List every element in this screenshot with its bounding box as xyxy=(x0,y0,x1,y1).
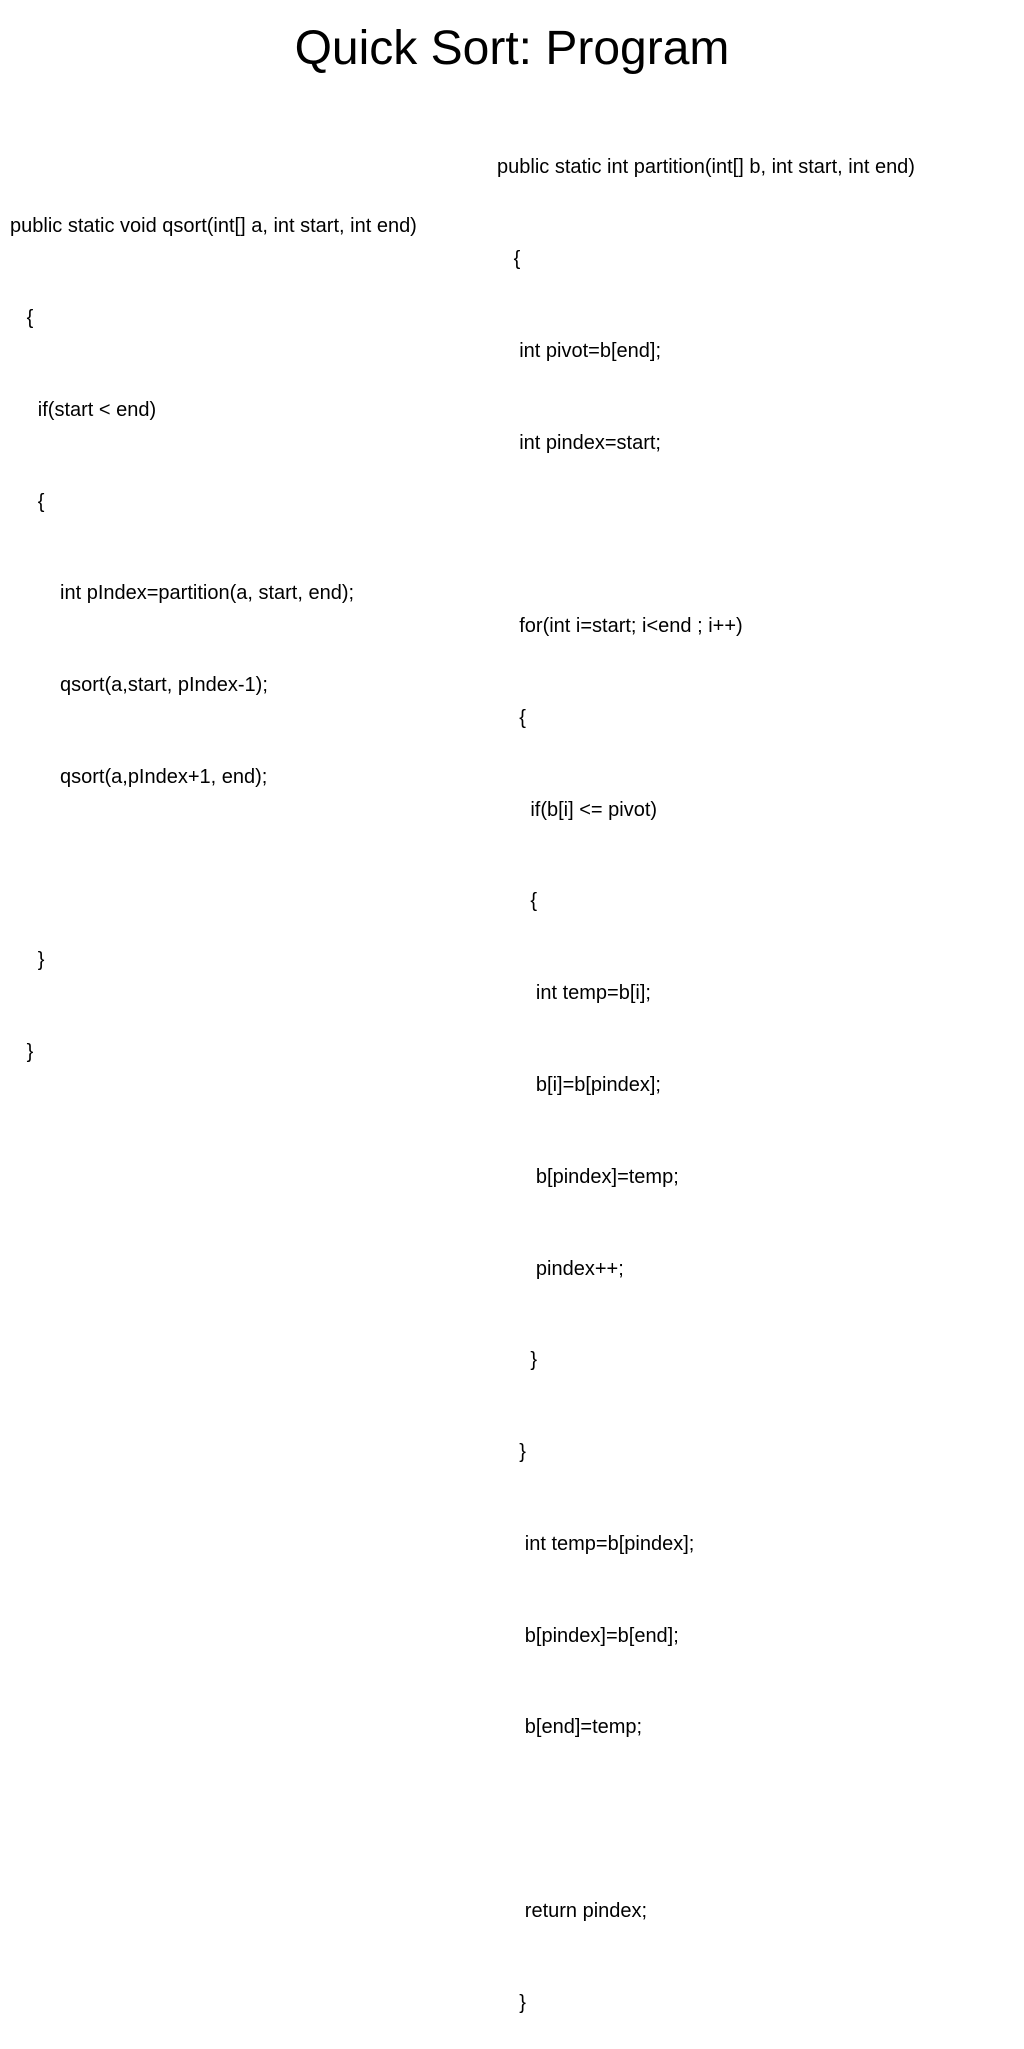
code-line: } xyxy=(497,1991,526,2014)
code-line: { xyxy=(10,490,45,513)
code-line: } xyxy=(10,1041,34,1064)
code-line: qsort(a,pIndex+1, end); xyxy=(10,765,268,788)
slide-title: Quick Sort: Program xyxy=(294,22,730,75)
partition-code-block xyxy=(497,91,915,2049)
code-line xyxy=(497,519,915,550)
code-line: if(b[i] <= pivot) xyxy=(497,798,658,821)
code-line: { xyxy=(497,247,521,270)
code-line: { xyxy=(10,306,34,329)
code-line: int pindex=start; xyxy=(497,431,661,454)
code-line: for(int i=start; i<end ; i++) xyxy=(497,615,743,638)
code-line: if(start < end) xyxy=(10,398,157,421)
code-line: int temp=b[pindex]; xyxy=(497,1532,695,1555)
qsort-code-block xyxy=(10,150,417,1098)
code-line: } xyxy=(497,1441,526,1464)
code-line: int pivot=b[end]; xyxy=(497,339,661,362)
code-line: public static void qsort(int[] a, int start, int end) xyxy=(10,215,417,238)
code-line: { xyxy=(497,706,526,729)
code-line: qsort(a,start, pIndex-1); xyxy=(10,674,268,697)
code-line: int temp=b[i]; xyxy=(497,982,651,1005)
code-line: b[i]=b[pindex]; xyxy=(497,1074,661,1096)
code-line: b[pindex]=temp; xyxy=(497,1165,679,1188)
code-line: pindex++; xyxy=(497,1257,624,1280)
code-line: public static int partition(int[] b, int start, int end) xyxy=(497,156,915,179)
code-line xyxy=(10,854,417,885)
code-line: { xyxy=(497,890,538,913)
code-line: int pIndex=partition(a, start, end); xyxy=(10,582,355,605)
code-line xyxy=(497,1804,915,1835)
code-line: } xyxy=(497,1349,538,1372)
code-line: b[pindex]=b[end]; xyxy=(497,1624,679,1647)
code-line: b[end]=temp; xyxy=(497,1716,643,1739)
code-line: } xyxy=(10,949,45,972)
code-line: return pindex; xyxy=(497,1900,648,1923)
